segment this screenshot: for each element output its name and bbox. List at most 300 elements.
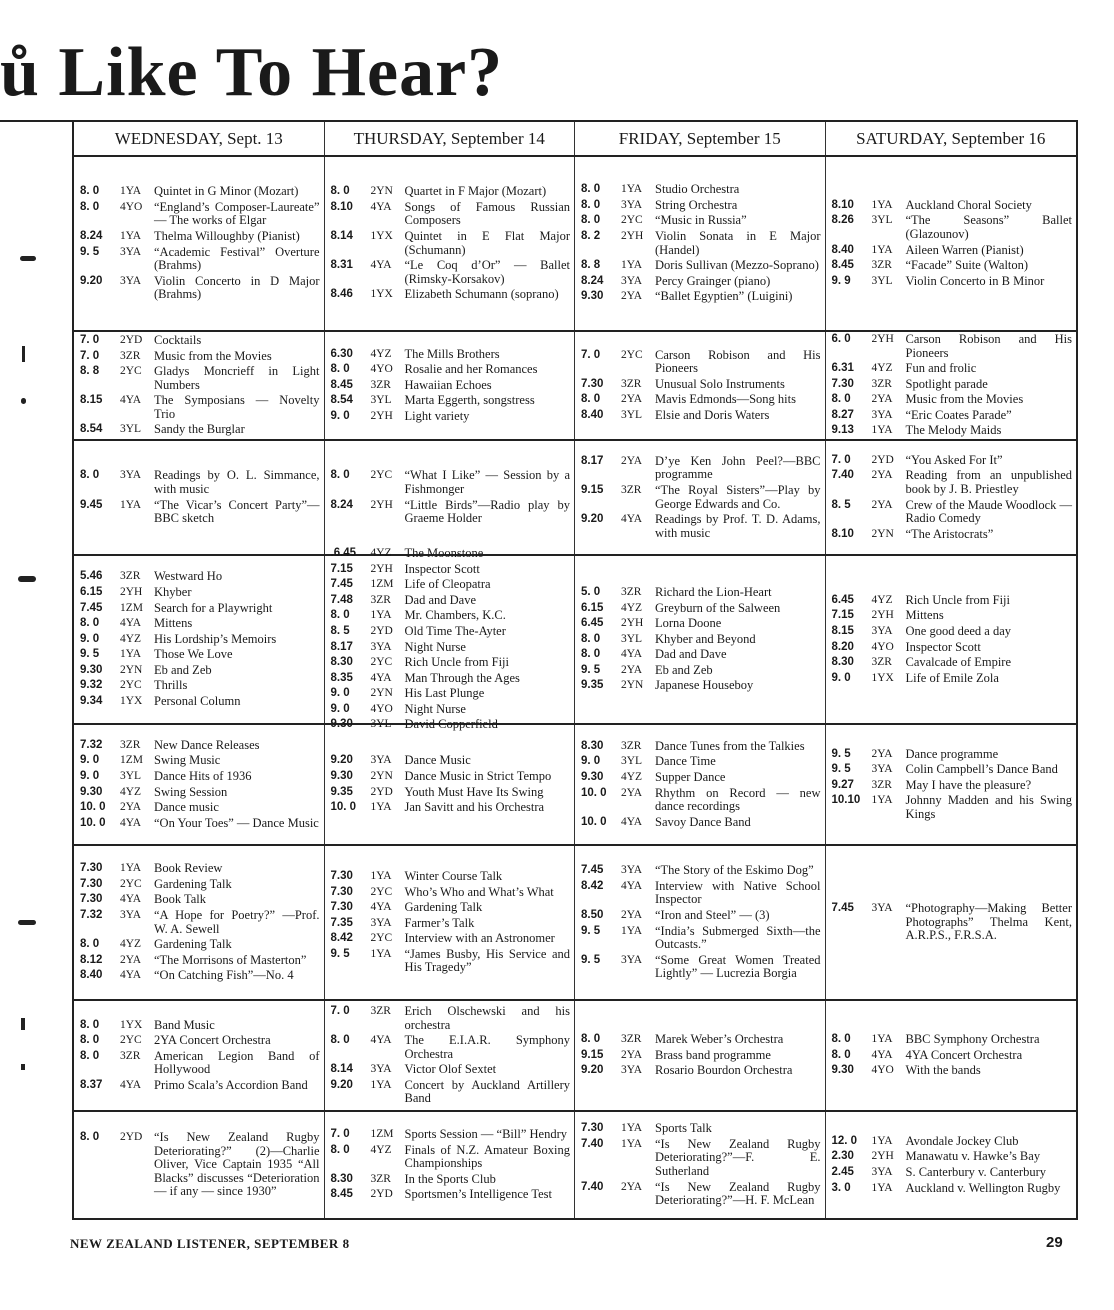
program-time: 9. 5 — [831, 747, 851, 760]
program-time: 9.30 — [831, 1064, 854, 1077]
program-entry — [331, 886, 571, 900]
program-time: 9.45 — [80, 498, 103, 511]
program-title: Farmer’s Talk — [404, 915, 475, 930]
program-time: 8.10 — [831, 198, 854, 211]
program-time: 7.32 — [80, 738, 103, 751]
program-time: 9.35 — [581, 679, 604, 692]
schedule-cell — [575, 556, 826, 723]
station-call-sign: 3ZR — [120, 738, 141, 751]
station-call-sign: 2YH — [871, 1150, 894, 1163]
program-time: 9. 0 — [831, 671, 851, 684]
schedule-cell — [826, 846, 1077, 999]
program-time: 9.32 — [80, 679, 103, 692]
program-entry — [331, 1128, 571, 1142]
program-entry — [331, 288, 571, 302]
program-entry — [80, 275, 320, 302]
program-time: 9. 0 — [330, 687, 350, 700]
program-title: Interview with Native School Inspector — [655, 878, 821, 907]
program-entry — [80, 954, 320, 968]
program-time: 9. 9 — [831, 274, 851, 287]
program-title: Unusual Solo Instruments — [655, 376, 785, 391]
schedule-row — [74, 1112, 1076, 1220]
program-entry — [331, 1034, 571, 1061]
station-call-sign: 2YD — [370, 1188, 393, 1201]
station-call-sign: 2YC — [120, 877, 142, 890]
program-time: 8. 0 — [80, 469, 100, 482]
program-title: Quartet in F Major (Mozart) — [404, 184, 547, 199]
program-title: “Facade” Suite (Walton) — [905, 258, 1029, 273]
program-time: 9.30 — [330, 718, 353, 731]
program-title: Lorna Doone — [655, 616, 722, 631]
station-call-sign: 1YA — [621, 1137, 643, 1150]
station-call-sign: 2YA — [621, 290, 643, 303]
station-call-sign: 4YA — [370, 200, 392, 213]
station-call-sign: 3YA — [871, 624, 893, 637]
program-entry — [80, 1019, 320, 1033]
program-time: 7.45 — [581, 864, 604, 877]
program-time: 8.27 — [831, 408, 854, 421]
station-call-sign: 2YN — [120, 663, 143, 676]
program-title: Book Talk — [154, 892, 207, 907]
program-title: With the bands — [905, 1063, 981, 1078]
program-time: 7. 0 — [330, 1128, 350, 1141]
station-call-sign: 2YC — [370, 469, 393, 482]
program-title: “What I Like” — Session by a Fishmonger — [404, 468, 570, 496]
program-entry — [832, 1135, 1073, 1149]
program-entry — [80, 365, 320, 392]
station-call-sign: 3YL — [621, 632, 643, 645]
program-time: 7.30 — [330, 869, 353, 882]
schedule-cell — [325, 846, 576, 999]
program-title: “England’s Composer-Laureate” — The works of Elgar — [154, 199, 320, 228]
program-time: 6.45 — [581, 617, 604, 630]
program-time: 6.15 — [581, 601, 604, 614]
schedule-cell — [325, 332, 576, 439]
station-call-sign: 3ZR — [370, 593, 391, 606]
station-call-sign: 3ZR — [871, 377, 892, 390]
program-entry — [331, 687, 571, 701]
station-call-sign: 3YA — [871, 1166, 893, 1178]
program-title: Finals of N.Z. Amateur Boxing Championships — [404, 1142, 570, 1171]
program-entry — [331, 672, 571, 686]
program-entry — [331, 1079, 571, 1106]
program-time: 8.24 — [80, 229, 103, 242]
program-title: Aileen Warren (Pianist) — [905, 242, 1024, 257]
program-time: 7.40 — [581, 1180, 604, 1193]
program-entry — [80, 909, 320, 936]
program-title: Who’s Who and What’s What — [404, 884, 554, 899]
program-entry — [581, 602, 821, 616]
program-time: 8.10 — [831, 527, 854, 540]
program-entry — [80, 862, 320, 876]
program-entry — [832, 1064, 1073, 1078]
station-call-sign: 4YA — [370, 901, 392, 914]
program-entry — [832, 779, 1073, 793]
station-call-sign: 2YD — [871, 453, 894, 466]
program-time: 8.17 — [330, 640, 353, 653]
program-entry — [581, 214, 821, 228]
program-time: 8. 0 — [80, 617, 100, 630]
program-title: Music from the Movies — [154, 348, 272, 363]
program-title: Rhythm on Record — new dance recordings — [655, 785, 821, 814]
station-call-sign: 1YA — [871, 1181, 893, 1194]
station-call-sign: 4YZ — [370, 1143, 392, 1156]
station-call-sign: 3YL — [871, 214, 893, 227]
program-time: 8.45 — [330, 378, 353, 391]
program-entry — [832, 902, 1073, 943]
program-title: Dance Music — [404, 753, 471, 768]
program-entry — [331, 563, 571, 577]
program-entry — [581, 393, 821, 407]
station-call-sign: 4YZ — [871, 593, 893, 606]
program-entry — [832, 214, 1073, 241]
program-title: “Ballet Egyptien” (Luigini) — [655, 289, 793, 304]
program-title: “A Hope for Poetry?” —Prof. W. A. Sewell — [154, 907, 320, 936]
program-title: “On Your Toes” — Dance Music — [154, 815, 319, 830]
station-call-sign: 3ZR — [370, 378, 391, 391]
program-entry — [331, 870, 571, 884]
station-call-sign: 3ZR — [871, 656, 892, 669]
program-time: 9.30 — [581, 770, 604, 783]
program-entry — [581, 484, 821, 511]
program-time: 8.17 — [581, 454, 604, 467]
program-time: 7.35 — [330, 916, 353, 929]
program-entry — [832, 594, 1073, 608]
program-title: “The Seasons” Ballet (Glazounov) — [905, 213, 1072, 241]
program-time: 8.30 — [330, 656, 353, 669]
program-entry — [832, 656, 1073, 670]
program-title: Gardening Talk — [154, 937, 232, 952]
day-header: FRIDAY, September 15 — [575, 122, 826, 155]
program-entry — [832, 625, 1073, 639]
program-time: 9. 5 — [581, 924, 601, 937]
station-call-sign: 4YA — [120, 1078, 142, 1091]
program-entry — [581, 1181, 821, 1208]
station-call-sign: 1YA — [120, 185, 142, 198]
day-header-row — [74, 120, 1076, 157]
program-title: “The Royal Sisters”—Play by George Edwards and Co. — [655, 482, 821, 511]
program-entry — [80, 648, 320, 662]
program-title: Violin Concerto in B Minor — [905, 273, 1045, 288]
station-call-sign: 1ZM — [370, 578, 394, 591]
program-entry — [331, 770, 571, 784]
station-call-sign: 3YL — [871, 274, 893, 287]
program-time: 9.13 — [831, 424, 854, 437]
program-entry — [331, 348, 571, 362]
station-call-sign: 2YH — [370, 562, 393, 575]
program-time: 8.46 — [330, 288, 353, 301]
program-title: In the Sports Club — [404, 1171, 496, 1186]
station-call-sign: 3YA — [621, 274, 643, 287]
program-time: 7.40 — [831, 469, 854, 482]
program-entry — [331, 801, 571, 815]
station-call-sign: 3YA — [370, 916, 392, 929]
station-call-sign: 4YA — [370, 259, 392, 272]
program-title: The Melody Maids — [905, 423, 1002, 438]
program-title: Music from the Movies — [905, 392, 1024, 407]
station-call-sign: 3YA — [871, 902, 893, 915]
program-title: Greyburn of the Salween — [655, 600, 781, 615]
program-title: One good deed a day — [905, 623, 1012, 638]
program-time: 9. 5 — [581, 663, 601, 676]
program-entry — [331, 1063, 571, 1077]
program-title: Dance Music in Strict Tempo — [404, 768, 552, 783]
program-title: Avondale Jockey Club — [905, 1133, 1019, 1148]
program-entry — [581, 1033, 821, 1047]
program-entry — [581, 349, 821, 376]
program-title: Gardening Talk — [404, 900, 483, 915]
program-entry — [331, 499, 571, 526]
program-title: Japanese Houseboy — [655, 678, 754, 693]
program-time: 2.45 — [831, 1166, 854, 1178]
program-title: Winter Course Talk — [404, 868, 503, 883]
station-call-sign: 3YA — [120, 908, 142, 921]
program-title: Life of Emile Zola — [905, 670, 999, 685]
program-time: 8.45 — [330, 1188, 353, 1201]
program-title: The Mills Brothers — [404, 346, 500, 361]
program-title: The Symposians — Novelty Trio — [154, 393, 320, 421]
station-call-sign: 1YA — [871, 198, 893, 211]
program-entry — [80, 586, 320, 600]
program-time: 5. 0 — [581, 585, 601, 598]
station-call-sign: 4YZ — [871, 362, 893, 375]
program-title: Elsie and Doris Waters — [655, 407, 770, 422]
station-call-sign: 2YD — [370, 785, 393, 798]
program-time: 8. 0 — [330, 363, 350, 376]
program-entry — [80, 1079, 320, 1093]
station-call-sign: 2YC — [370, 932, 393, 945]
program-time: 8.42 — [330, 932, 353, 945]
station-call-sign: 2YA — [120, 953, 142, 966]
program-time: 9.20 — [330, 1078, 353, 1091]
program-title: His Lordship’s Memoirs — [154, 631, 277, 646]
program-title: Johnny Madden and his Swing Kings — [905, 793, 1072, 821]
station-call-sign: 4YA — [621, 815, 643, 828]
program-entry — [832, 1049, 1073, 1063]
program-entry — [331, 259, 571, 286]
program-entry — [331, 948, 571, 975]
program-time: 9. 0 — [80, 769, 100, 782]
station-call-sign: 3YL — [370, 718, 392, 731]
schedule-row — [74, 545, 1076, 732]
station-call-sign: 1YA — [871, 243, 893, 256]
program-entry — [80, 394, 320, 421]
program-entry — [331, 594, 571, 608]
station-call-sign: 2YA — [621, 454, 643, 467]
program-entry — [80, 469, 320, 496]
program-time: 7.30 — [581, 1122, 604, 1135]
program-title: Supper Dance — [655, 769, 726, 784]
program-title: Carson Robison and His Pioneers — [655, 347, 821, 376]
program-time: .6.45 — [330, 546, 357, 559]
program-title: “You Asked For It” — [905, 452, 1003, 467]
program-time: 8. 0 — [80, 185, 100, 198]
program-time: 8.12 — [80, 953, 103, 966]
program-entry — [581, 230, 821, 257]
station-call-sign: 3YA — [370, 640, 392, 653]
program-time: 8. 0 — [581, 1033, 601, 1046]
program-time: 7. 0 — [80, 349, 100, 362]
program-time: 8.50 — [581, 908, 604, 921]
schedule-row — [74, 1001, 1076, 1112]
program-entry — [581, 954, 821, 981]
station-call-sign: 1YA — [621, 183, 643, 196]
station-call-sign: 2YD — [370, 624, 393, 637]
program-time: 6.45 — [831, 593, 854, 606]
program-title: Rosario Bourdon Orchestra — [655, 1063, 793, 1078]
station-call-sign: 3YA — [621, 953, 643, 966]
program-time: 7.45 — [831, 902, 854, 915]
program-entry — [80, 817, 320, 831]
program-entry — [832, 454, 1073, 468]
station-call-sign: 1YA — [370, 1078, 392, 1091]
program-entry — [331, 609, 571, 623]
program-title: American Legion Band of Hollywood — [154, 1048, 320, 1077]
program-entry — [581, 513, 821, 540]
schedule-cell — [74, 725, 325, 844]
station-call-sign: 2YN — [370, 687, 393, 700]
program-entry — [581, 648, 821, 662]
program-time: 8.40 — [80, 969, 103, 982]
program-title: New Dance Releases — [154, 737, 260, 752]
program-title: String Orchestra — [655, 197, 738, 212]
program-time: 8.24 — [581, 274, 604, 287]
program-title: Thelma Willoughby (Pianist) — [154, 228, 300, 243]
schedule-cell — [325, 1001, 576, 1110]
station-call-sign: 2YC — [120, 679, 142, 692]
program-title: Khyber and Beyond — [655, 631, 756, 646]
station-call-sign: 1YA — [370, 947, 392, 960]
program-title: Songs of Famous Russian Composers — [404, 199, 570, 228]
program-title: Gladys Moncrieff in Light Numbers — [154, 364, 320, 392]
program-time: 8.14 — [330, 229, 353, 242]
program-title: Marek Weber’s Orchestra — [655, 1032, 784, 1047]
program-time: 6.30 — [330, 347, 353, 360]
program-time: 7. 0 — [80, 333, 100, 346]
program-time: 8. 0 — [581, 632, 601, 645]
station-call-sign: 4YZ — [621, 770, 643, 783]
program-entry — [581, 1064, 821, 1078]
program-entry — [80, 754, 320, 768]
program-title: Search for a Playwright — [154, 600, 273, 615]
program-entry — [331, 641, 571, 655]
station-call-sign: 1YA — [621, 1122, 643, 1135]
station-call-sign: 4YA — [871, 1048, 893, 1061]
program-entry — [331, 363, 571, 377]
program-title: Dad and Dave — [404, 592, 476, 607]
station-call-sign: 2YA — [871, 498, 893, 511]
station-call-sign: 4YZ — [120, 785, 142, 798]
program-time: 9. 5 — [831, 763, 851, 776]
program-title: Rich Uncle from Fiji — [905, 592, 1010, 607]
program-entry — [331, 786, 571, 800]
program-entry — [80, 770, 320, 784]
station-call-sign: 3YA — [621, 198, 643, 211]
station-call-sign: 4YA — [120, 893, 142, 906]
station-call-sign: 2YN — [370, 185, 393, 198]
station-call-sign: 4YZ — [370, 347, 392, 360]
program-time: 8.30 — [831, 656, 854, 669]
program-time: 9.20 — [80, 274, 103, 287]
page-number: 29 — [1046, 1234, 1063, 1251]
program-entry — [80, 695, 320, 709]
program-title: Carson Robison and His Pioneers — [905, 331, 1072, 360]
station-call-sign: 1YX — [120, 1018, 143, 1031]
program-time: 8.15 — [831, 624, 854, 637]
program-time: 7.15 — [831, 609, 854, 622]
program-title: Gardening Talk — [154, 876, 232, 891]
program-time: 5.46 — [80, 570, 103, 583]
program-title: “Is New Zealand Rugby Deteriorating?” (2)—Charlie Oliver, Vice Captain 1935 “All Blacks” discusses “Deterioration — if any — since 1930” — [154, 1130, 320, 1199]
program-title: Hawaiian Echoes — [404, 377, 492, 392]
station-call-sign: 1ZM — [120, 754, 143, 767]
program-entry — [832, 199, 1073, 213]
station-call-sign: 4YZ — [120, 938, 142, 951]
program-time: 9.30 — [581, 290, 604, 303]
program-entry — [832, 641, 1073, 655]
program-entry — [832, 469, 1073, 496]
program-title: Percy Grainger (piano) — [655, 273, 771, 288]
station-call-sign: 1YA — [120, 862, 142, 875]
program-entry — [832, 1166, 1073, 1180]
program-time: 9. 5 — [330, 947, 350, 960]
program-time: 7.30 — [80, 877, 103, 890]
station-call-sign: 2YC — [621, 348, 643, 361]
program-title: “On Catching Fish”—No. 4 — [154, 968, 294, 983]
program-entry — [331, 656, 571, 670]
program-entry — [832, 748, 1073, 762]
program-entry — [331, 394, 571, 408]
program-entry — [581, 664, 821, 678]
station-call-sign: 2YN — [370, 769, 393, 782]
program-time: 8. 0 — [330, 1034, 350, 1047]
program-title: Studio Orchestra — [655, 182, 740, 197]
schedule-cell — [826, 1001, 1077, 1110]
program-time: 8.54 — [330, 394, 353, 407]
program-title: Dance programme — [905, 746, 999, 761]
program-entry — [581, 909, 821, 923]
program-time: 9. 0 — [330, 409, 350, 422]
program-entry — [832, 424, 1073, 438]
program-title: Westward Ho — [154, 569, 223, 584]
program-title: “Is New Zealand Rugby Deteriorating?”—H. F. McLean — [655, 1179, 821, 1208]
program-title: “Little Birds”—Radio play by Graeme Holder — [404, 497, 570, 526]
margin-mark — [22, 346, 25, 362]
program-entry — [331, 547, 571, 561]
program-title: “Eric Coates Parade” — [905, 407, 1012, 422]
program-title: “The Morrisons of Masterton” — [154, 952, 307, 967]
program-title: BBC Symphony Orchestra — [905, 1032, 1040, 1047]
program-title: Richard the Lion-Heart — [655, 584, 772, 599]
program-entry — [581, 925, 821, 952]
program-time: 9.15 — [581, 483, 604, 496]
program-entry — [581, 617, 821, 631]
program-title: Cocktails — [154, 332, 202, 347]
schedule-cell — [325, 157, 576, 330]
program-time: 8.35 — [330, 671, 353, 684]
program-title: David Copperfield — [404, 717, 498, 732]
program-entry — [331, 754, 571, 768]
program-time: 7.30 — [80, 893, 103, 906]
program-title: “Music in Russia” — [655, 213, 747, 228]
program-title: Inspector Scott — [404, 561, 480, 576]
program-entry — [581, 755, 821, 769]
station-call-sign: 2YA — [621, 1180, 643, 1193]
station-call-sign: 2YA — [120, 801, 142, 814]
program-time: 7. 0 — [581, 348, 601, 361]
program-time: 6.31 — [831, 362, 854, 375]
program-entry — [80, 1050, 320, 1077]
